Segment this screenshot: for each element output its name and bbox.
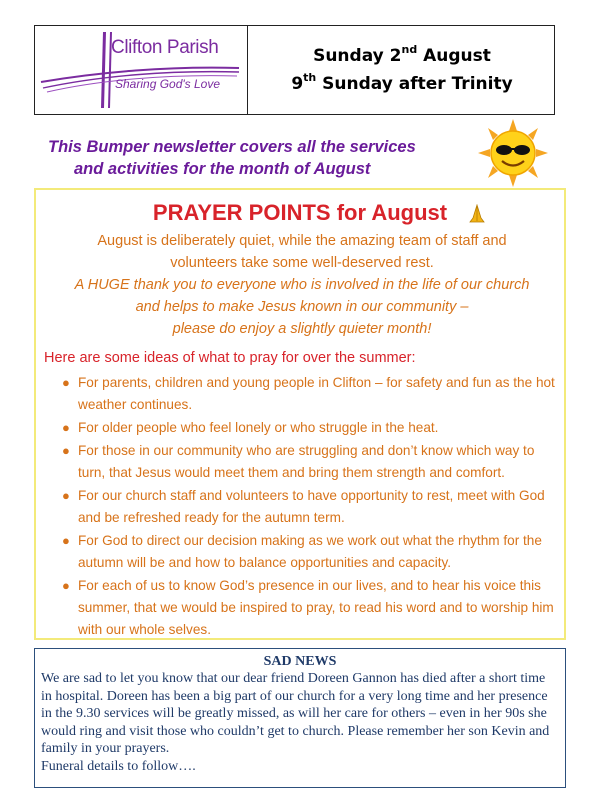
intro-text-line: August is deliberately quiet, while the amazing team of staff and xyxy=(97,233,507,249)
logo xyxy=(35,26,248,114)
thanks-line: please do enjoy a slightly quieter month! xyxy=(172,321,432,337)
intro-text-line: volunteers take some well-deserved rest. xyxy=(170,255,434,271)
list-item: ● For older people who feel lonely or who struggle in the heat. xyxy=(60,417,560,439)
bullet-icon: ● xyxy=(62,420,70,435)
list-item: ● For each of us to know God’s presence in our lives, and to hear his voice this summer, that we would be inspired to pray, to read his word and to worship him with our whole selves. xyxy=(60,575,560,641)
prayer-ideas-list xyxy=(60,372,560,642)
service-week: 9th Sunday after Trinity xyxy=(291,71,513,94)
news-footer: Funeral details to follow…. xyxy=(41,758,196,774)
list-item: ● For those in our community who are struggling and don’t know which way to turn, that Jesus would meet them and bring them strength and comfort. xyxy=(60,440,560,484)
intro-line-2: and activities for the month of August xyxy=(74,160,371,178)
ideas-heading: Here are some ideas of what to pray for over the summer: xyxy=(44,350,416,366)
list-item: ● For parents, children and young people in Clifton – for safety and fun as the hot weather continues. xyxy=(60,372,560,416)
service-date: Sunday 2nd August xyxy=(313,43,491,66)
logo-tagline: Sharing God's Love xyxy=(115,77,221,91)
header-box xyxy=(34,25,555,115)
bullet-icon: ● xyxy=(62,533,70,548)
praying-hands-icon xyxy=(468,204,486,224)
bullet-icon: ● xyxy=(62,488,70,503)
prayer-title: PRAYER POINTS for August xyxy=(152,200,448,225)
thanks-line: and helps to make Jesus known in our community – xyxy=(135,299,469,315)
logo-title: Clifton Parish xyxy=(111,37,219,58)
sad-news-box xyxy=(34,648,566,788)
bullet-icon: ● xyxy=(62,578,70,593)
intro-line-1: This Bumper newsletter covers all the services xyxy=(48,138,416,156)
list-item: ● For our church staff and volunteers to have opportunity to rest, meet with God and be refreshed ready for the autumn term. xyxy=(60,485,560,529)
service-heading xyxy=(249,26,555,114)
prayer-intro xyxy=(44,230,560,340)
thanks-line: A HUGE thank you to everyone who is involved in the life of our church xyxy=(74,277,530,293)
news-title: SAD NEWS xyxy=(263,654,337,669)
newsletter-intro xyxy=(48,136,468,180)
prayer-points-box xyxy=(34,188,566,640)
news-body: We are sad to let you know that our dear friend Doreen Gannon has died after a short time in hospital. Doreen has been a big part of our church for a very long time and her presence in the 9.30 services will be greatly missed, as will her care for others – even in her 90s she would ring and visit those who couldn’t get to church. Please remember her son Kevin and family in your prayers. xyxy=(41,671,550,756)
bullet-icon: ● xyxy=(62,375,70,390)
list-item: ● For God to direct our decision making as we work out what the rhythm for the autumn will be and how to balance opportunities and capacity. xyxy=(60,530,560,574)
bullet-icon: ● xyxy=(62,443,70,458)
sun-with-sunglasses-icon xyxy=(477,118,549,188)
